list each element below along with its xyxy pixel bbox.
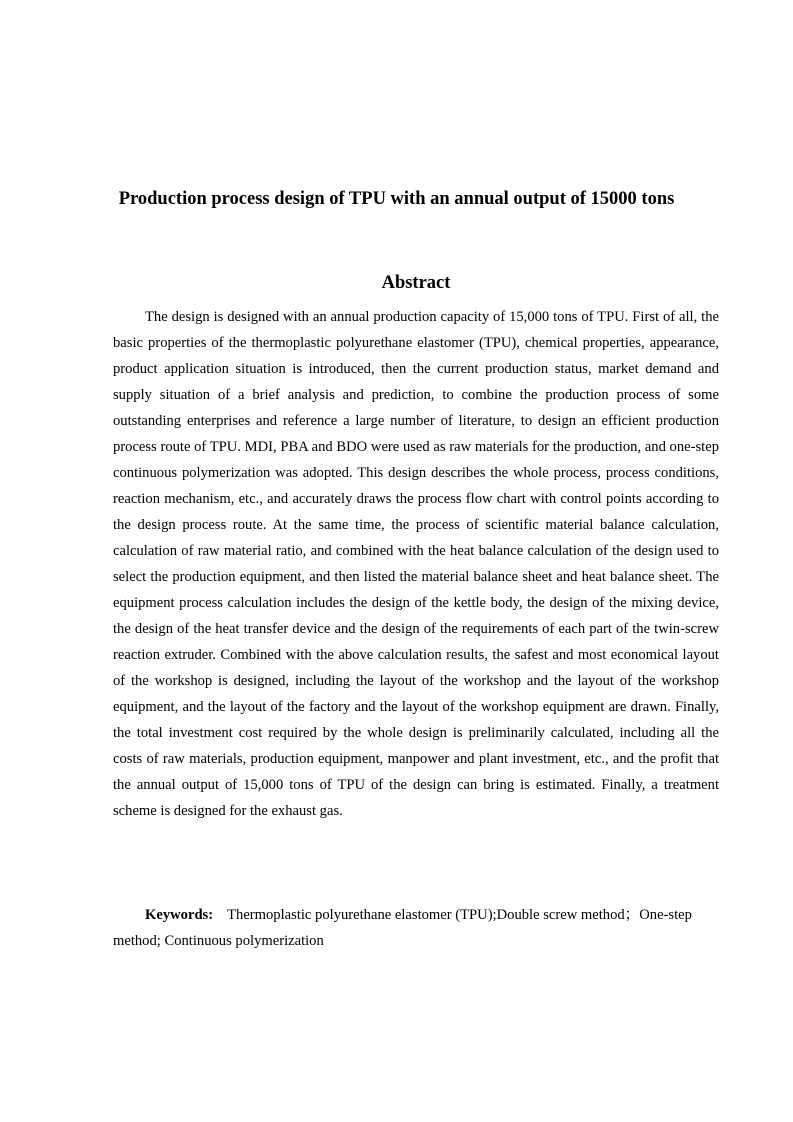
keywords-label: Keywords: (145, 907, 214, 923)
keywords-paragraph (113, 902, 719, 954)
abstract-heading: Abstract (381, 273, 451, 293)
abstract-body: The design is designed with an annual production capacity of 15,000 tons of TPU. First of all, the basic properties of the thermoplastic polyurethane elastomer (TPU), chemical properties, appearance, product application situation is introduced, then the current production status, market demand and supply situation of a brief analysis and prediction, to combine the production process of some outstanding enterprises and reference a large number of literature, to design an efficient production process route of TPU. MDI, PBA and BDO were used as raw materials for the production, and one-step continuous polymerization was adopted. This design describes the whole process, process conditions, reaction mechanism, etc., and accurately draws the process flow chart with control points according to the design process route. At the same time, the process of scientific material balance calculation, calculation of raw material ratio, and combined with the heat balance calculation of the design used to select the production equipment, and then listed the material balance sheet and heat balance sheet. The equipment process calculation includes the design of the kettle body, the design of the mixing device, the design of the heat transfer device and the design of the requirements of each part of the twin-screw reaction extruder. Combined with the above calculation results, the safest and most economical layout of the workshop is designed, including the layout of the workshop and the layout of the workshop equipment, and the layout of the factory and the layout of the workshop equipment are drawn. Finally, the total investment cost required by the whole design is preliminarily calculated, including all the costs of raw materials, production equipment, manpower and plant investment, etc., and the profit that the annual output of 15,000 tons of TPU of the design can bring is estimated. Finally, a treatment scheme is designed for the exhaust gas. (113, 309, 719, 819)
paper-title: Production process design of TPU with an annual output of 15000 tons (118, 189, 675, 209)
keywords-text: Thermoplastic polyurethane elastomer (TPU);Double screw method；One-step method; Continuous polymerization (113, 907, 692, 949)
